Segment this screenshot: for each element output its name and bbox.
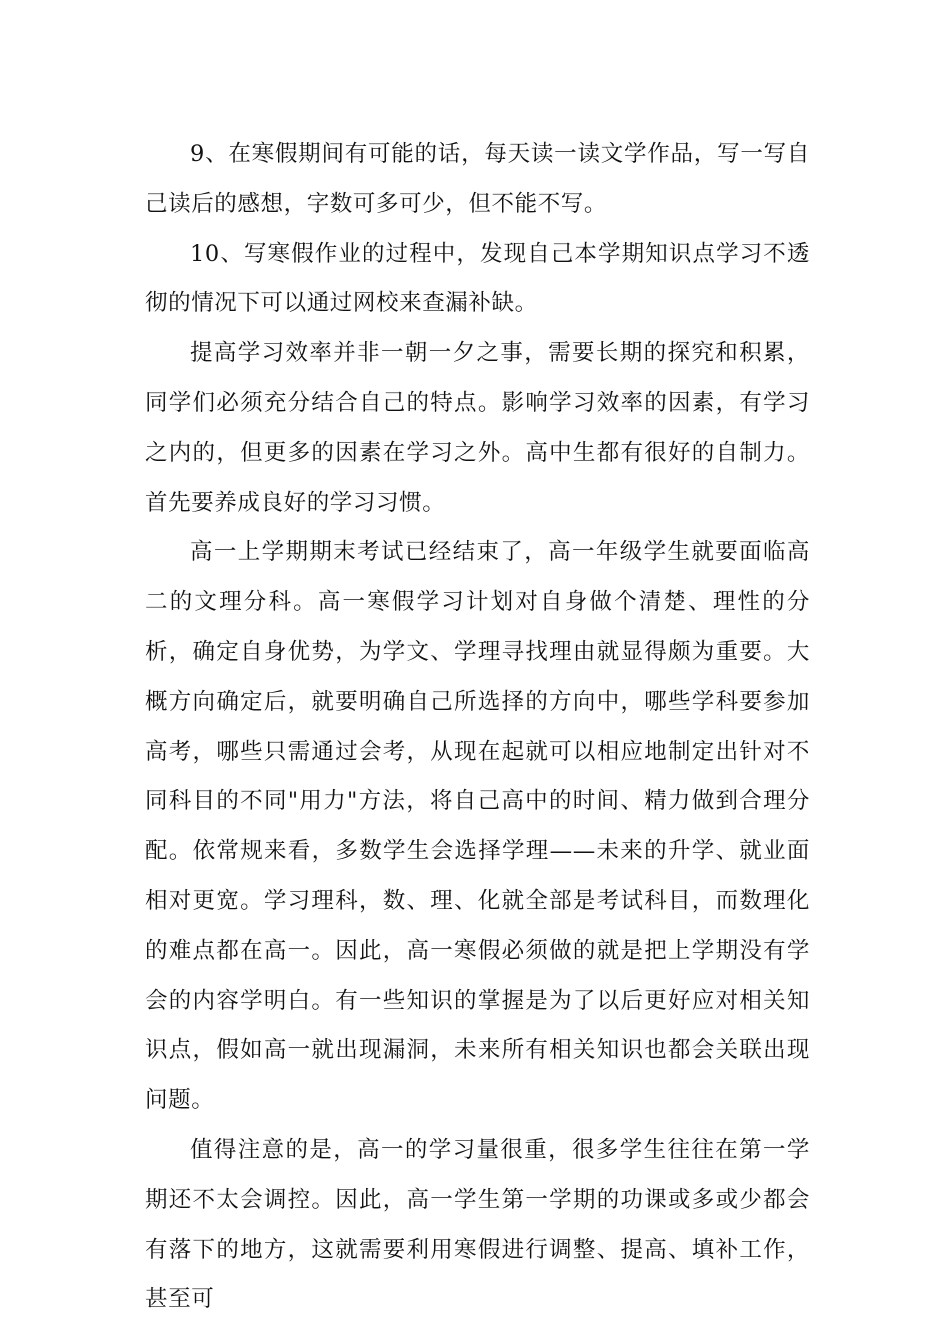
document-body [145, 130, 810, 1325]
paragraph-winter-adjustment: 值得注意的是，高一的学习量很重，很多学生往往在第一学期还不太会调控。因此，高一学生第一学期的功课或多或少都会有落下的地方，这就需要利用寒假进行调整、提高、填补工作，甚至可 [145, 1136, 810, 1313]
paragraph-item-10: 10、写寒假作业的过程中，发现自己本学期知识点学习不透彻的情况下可以通过网校来查漏补缺。 [145, 240, 810, 317]
paragraph-study-efficiency: 提高学习效率并非一朝一夕之事，需要长期的探究和积累，同学们必须充分结合自己的特点。影响学习效率的因素，有学习之内的，但更多的因素在学习之外。高中生都有很好的自制力。首先要养成良好的学习习惯。 [145, 340, 810, 516]
paragraph-subject-selection: 高一上学期期末考试已经结束了，高一年级学生就要面临高二的文理分科。高一寒假学习计划对自身做个清楚、理性的分析，确定自身优势，为学文、学理寻找理由就显得颇为重要。大概方向确定后，就要明确自己所选择的方向中，哪些学科要参加高考，哪些只需通过会考，从现在起就可以相应地制定出针对不同科目的不同"用力"方法，将自己高中的时间、精力做到合理分配。依常规来看，多数学生会选择学理——未来的升学、就业面相对更宽。学习理科，数、理、化就全部是考试科目，而数理化的难点都在高一。因此，高一寒假必须做的就是把上学期没有学会的内容学明白。有一些知识的掌握是为了以后更好应对相关知识点，假如高一就出现漏洞，未来所有相关知识也都会关联出现问题。 [145, 539, 810, 1114]
paragraph-item-9: 9、在寒假期间有可能的话，每天读一读文学作品，写一写自己读后的感想，字数可多可少，但不能不写。 [145, 141, 810, 217]
